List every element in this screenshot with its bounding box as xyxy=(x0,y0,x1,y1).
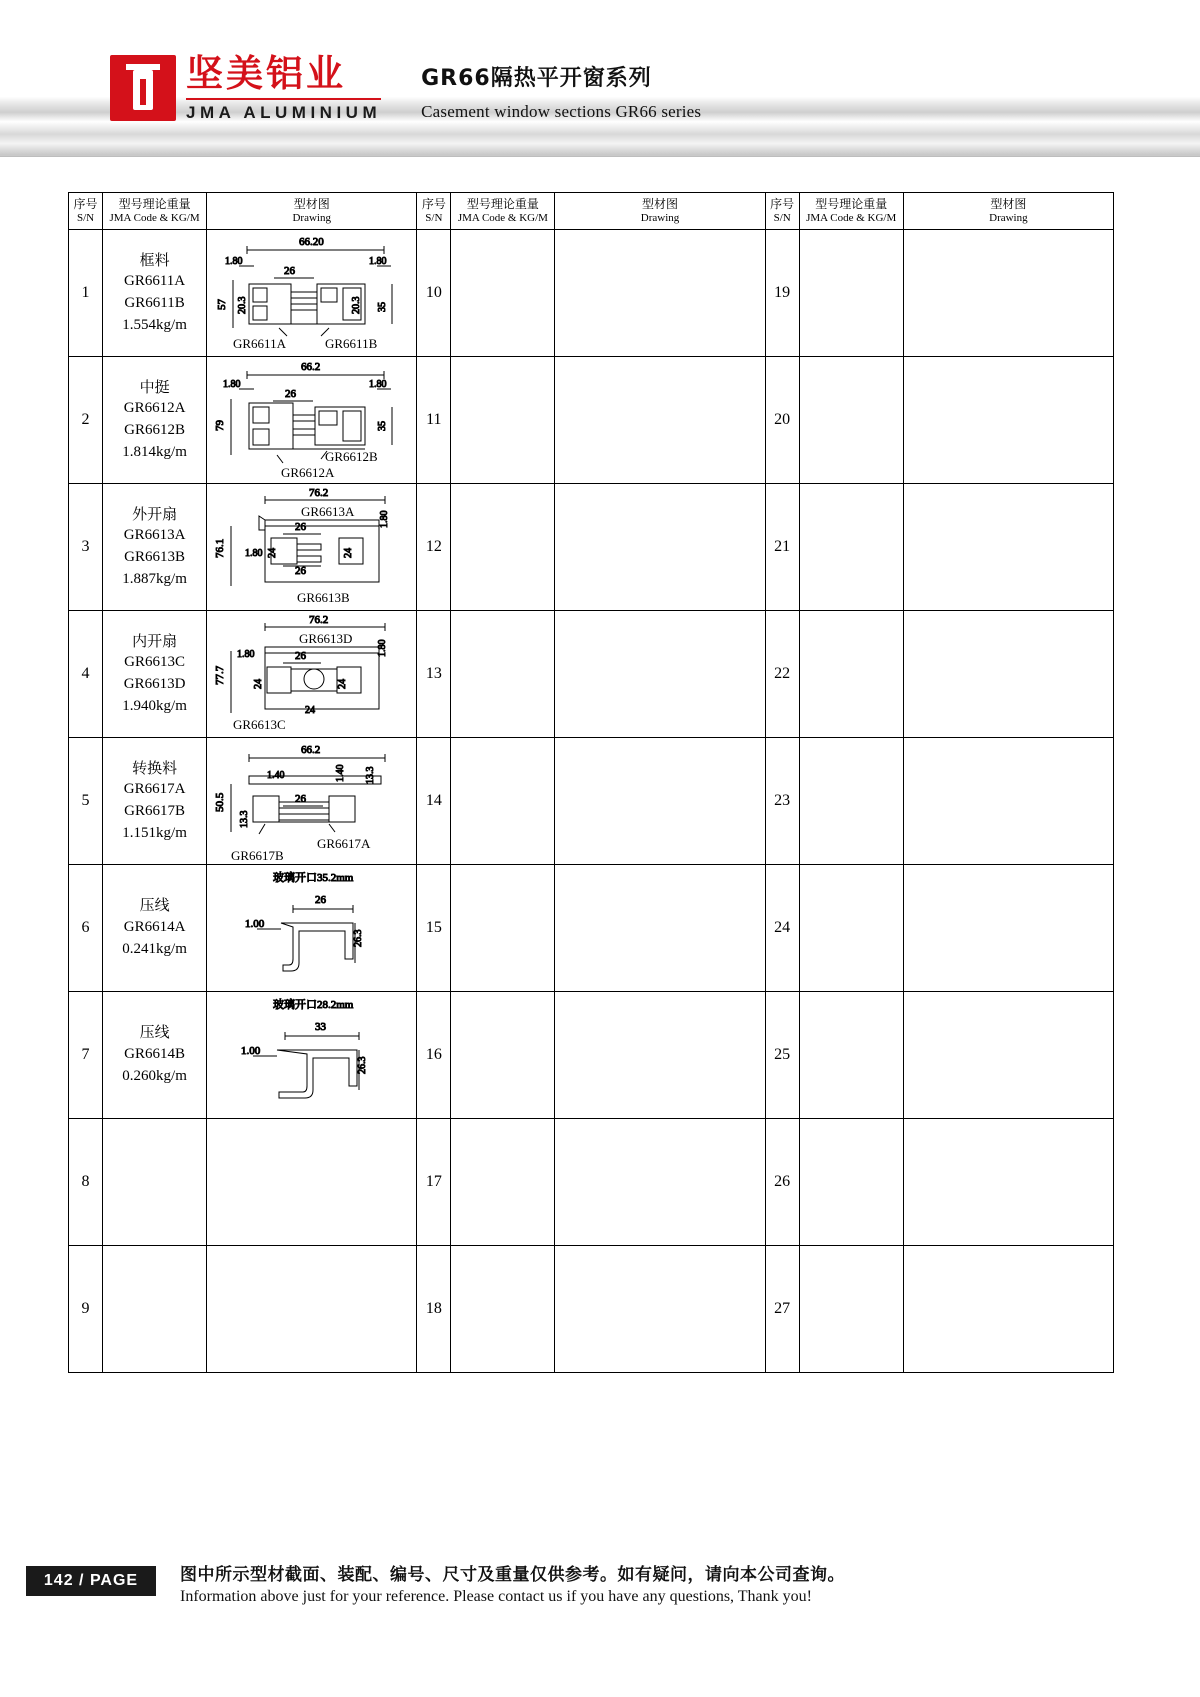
page-title-english: Casement window sections GR66 series xyxy=(421,102,702,121)
table-row xyxy=(69,1246,1114,1373)
svg-text:20.3: 20.3 xyxy=(237,296,249,314)
svg-text:26.3: 26.3 xyxy=(357,1056,369,1074)
row-code-col2 xyxy=(451,484,555,611)
row-sn: 4 xyxy=(69,611,103,738)
row-drawing-col3 xyxy=(903,738,1113,865)
row-code-col3 xyxy=(799,865,903,992)
header-code-1: 型号理论重量 JMA Code & KG/M xyxy=(103,193,207,230)
logo-text xyxy=(186,52,382,123)
row-code: 压线 GR6614B 0.260kg/m xyxy=(103,992,207,1119)
table-row xyxy=(69,357,1114,484)
row-drawing-col3 xyxy=(903,611,1113,738)
svg-text:1.80: 1.80 xyxy=(245,548,263,559)
svg-text:26: 26 xyxy=(315,894,327,906)
row-drawing xyxy=(207,357,417,484)
profile-drawing-gr6613ab xyxy=(209,486,414,608)
svg-text:1.80: 1.80 xyxy=(379,510,391,528)
row-code-col3 xyxy=(799,484,903,611)
drawing-label: GR6611A xyxy=(233,336,287,351)
svg-text:79: 79 xyxy=(214,420,227,431)
row-code xyxy=(103,1246,207,1373)
table-row xyxy=(69,611,1114,738)
row-sn-col2: 11 xyxy=(417,357,451,484)
row-drawing-col2 xyxy=(555,611,765,738)
header-drawing-3: 型材图 Drawing xyxy=(903,193,1113,230)
row-sn-col2: 13 xyxy=(417,611,451,738)
row-drawing-col2 xyxy=(555,1246,765,1373)
row-sn-col2: 10 xyxy=(417,230,451,357)
row-code: 压线 GR6614A 0.241kg/m xyxy=(103,865,207,992)
header-sn-2: 序号 S/N xyxy=(417,193,451,230)
svg-text:35: 35 xyxy=(377,302,389,312)
svg-text:24: 24 xyxy=(337,679,349,689)
svg-text:1.00: 1.00 xyxy=(245,918,265,930)
title-block xyxy=(421,55,701,122)
row-sn-col2: 18 xyxy=(417,1246,451,1373)
profile-drawing-gr6617 xyxy=(209,740,414,862)
svg-text:1.80: 1.80 xyxy=(225,256,243,267)
row-drawing-col2 xyxy=(555,865,765,992)
drawing-label: GR6612B xyxy=(325,449,378,464)
row-drawing-col3 xyxy=(903,230,1113,357)
footer-note-chinese: 图中所示型材截面、装配、编号、尺寸及重量仅供参考。如有疑问，请向本公司查询。 xyxy=(180,1565,845,1585)
table-row xyxy=(69,484,1114,611)
footer-note-english: Information above just for your reference. Please contact us if you have any questions, Thank you! xyxy=(180,1588,812,1605)
svg-text:76.2: 76.2 xyxy=(309,614,329,626)
row-code-col3 xyxy=(799,357,903,484)
row-sn-col2: 17 xyxy=(417,1119,451,1246)
drawing-label: GR6611B xyxy=(325,336,378,351)
svg-text:66.2: 66.2 xyxy=(301,361,321,373)
drawing-label: GR6617A xyxy=(317,836,371,851)
sections-table xyxy=(68,192,1114,1373)
row-drawing-col3 xyxy=(903,357,1113,484)
svg-text:24: 24 xyxy=(305,705,316,716)
svg-text:1.80: 1.80 xyxy=(377,639,389,657)
svg-text:26.3: 26.3 xyxy=(353,929,365,947)
page-number: 142 / PAGE xyxy=(26,1566,156,1596)
row-code-col2 xyxy=(451,357,555,484)
svg-text:1.80: 1.80 xyxy=(369,256,387,267)
row-sn-col3: 27 xyxy=(765,1246,799,1373)
svg-text:66.20: 66.20 xyxy=(299,236,324,248)
row-drawing xyxy=(207,738,417,865)
row-sn-col2: 15 xyxy=(417,865,451,992)
row-drawing xyxy=(207,865,417,992)
row-sn-col2: 12 xyxy=(417,484,451,611)
row-sn-col2: 16 xyxy=(417,992,451,1119)
header-code-2: 型号理论重量 JMA Code & KG/M xyxy=(451,193,555,230)
table-row xyxy=(69,1119,1114,1246)
svg-text:1.40: 1.40 xyxy=(335,764,347,782)
row-drawing-col2 xyxy=(555,484,765,611)
svg-text:77.7: 77.7 xyxy=(214,665,227,685)
profile-drawing-gr6614a xyxy=(209,867,414,989)
row-sn-col3: 19 xyxy=(765,230,799,357)
row-sn-col3: 23 xyxy=(765,738,799,865)
svg-text:76.1: 76.1 xyxy=(214,538,227,558)
row-drawing-col2 xyxy=(555,992,765,1119)
profile-drawing-gr6613cd xyxy=(209,613,414,735)
drawing-label: GR6613B xyxy=(297,590,350,605)
row-code-col2 xyxy=(451,738,555,865)
svg-text:26: 26 xyxy=(295,521,307,533)
svg-text:13.3: 13.3 xyxy=(365,766,377,784)
row-code-col2 xyxy=(451,1119,555,1246)
row-sn-col3: 25 xyxy=(765,992,799,1119)
profile-drawing-gr6612 xyxy=(209,359,414,481)
row-drawing-col3 xyxy=(903,1246,1113,1373)
table-header-row xyxy=(69,193,1114,230)
row-code-col2 xyxy=(451,611,555,738)
jma-logo-icon xyxy=(110,55,176,121)
row-code-col2 xyxy=(451,230,555,357)
header-drawing-2: 型材图 Drawing xyxy=(555,193,765,230)
row-code-col3 xyxy=(799,738,903,865)
table-row xyxy=(69,230,1114,357)
row-drawing-col2 xyxy=(555,357,765,484)
row-code-col3 xyxy=(799,1119,903,1246)
page-header xyxy=(0,0,1200,157)
row-sn: 3 xyxy=(69,484,103,611)
row-code-col3 xyxy=(799,611,903,738)
row-sn-col3: 20 xyxy=(765,357,799,484)
profile-drawing-gr6611 xyxy=(209,232,414,354)
page-title-chinese: GR66隔热平开窗系列 xyxy=(421,66,652,91)
row-code-col3 xyxy=(799,230,903,357)
svg-text:66.2: 66.2 xyxy=(301,744,321,756)
header-code-3: 型号理论重量 JMA Code & KG/M xyxy=(799,193,903,230)
row-code xyxy=(103,1119,207,1246)
table-row xyxy=(69,865,1114,992)
svg-text:57: 57 xyxy=(216,299,229,310)
row-code: 框料 GR6611A GR6611B 1.554kg/m xyxy=(103,230,207,357)
row-sn: 7 xyxy=(69,992,103,1119)
row-drawing xyxy=(207,484,417,611)
row-sn-col2: 14 xyxy=(417,738,451,865)
svg-text:24: 24 xyxy=(343,548,355,558)
svg-text:50.5: 50.5 xyxy=(214,792,227,812)
row-code-col2 xyxy=(451,992,555,1119)
drawing-label: GR6617B xyxy=(231,848,284,862)
drawing-label: GR6613D xyxy=(299,631,353,646)
header-sn-3: 序号 S/N xyxy=(765,193,799,230)
svg-text:13.3: 13.3 xyxy=(239,810,251,828)
row-sn: 1 xyxy=(69,230,103,357)
row-drawing xyxy=(207,1246,417,1373)
svg-text:33: 33 xyxy=(315,1021,327,1033)
svg-text:26: 26 xyxy=(295,650,307,662)
table-row xyxy=(69,738,1114,865)
svg-text:1.00: 1.00 xyxy=(241,1045,261,1057)
row-drawing-col2 xyxy=(555,738,765,865)
svg-text:35: 35 xyxy=(377,421,389,431)
row-sn: 5 xyxy=(69,738,103,865)
svg-text:76.2: 76.2 xyxy=(309,487,329,499)
drawing-label: GR6613A xyxy=(301,504,355,519)
table-row xyxy=(69,992,1114,1119)
row-sn: 9 xyxy=(69,1246,103,1373)
profile-drawing-gr6614b xyxy=(209,994,414,1116)
row-sn-col3: 24 xyxy=(765,865,799,992)
row-drawing-col3 xyxy=(903,865,1113,992)
sections-table-wrapper xyxy=(68,192,1114,1373)
row-drawing-col3 xyxy=(903,1119,1113,1246)
row-code-col2 xyxy=(451,865,555,992)
brand-block xyxy=(110,52,702,123)
row-code-col3 xyxy=(799,992,903,1119)
row-sn: 6 xyxy=(69,865,103,992)
svg-text:1.80: 1.80 xyxy=(237,649,255,660)
glass-opening-note: 玻璃开口28.2mm xyxy=(273,999,354,1011)
glass-opening-note: 玻璃开口35.2mm xyxy=(273,872,354,884)
row-sn-col3: 22 xyxy=(765,611,799,738)
svg-text:24: 24 xyxy=(267,548,279,558)
svg-text:1.40: 1.40 xyxy=(267,770,285,781)
svg-text:26: 26 xyxy=(284,265,296,277)
row-drawing-col2 xyxy=(555,230,765,357)
svg-text:26: 26 xyxy=(295,793,307,805)
drawing-label: GR6612A xyxy=(281,465,335,480)
svg-text:20.3: 20.3 xyxy=(351,296,363,314)
row-drawing xyxy=(207,992,417,1119)
row-code: 转换料 GR6617A GR6617B 1.151kg/m xyxy=(103,738,207,865)
row-code-col2 xyxy=(451,1246,555,1373)
svg-text:26: 26 xyxy=(295,565,307,577)
row-code-col3 xyxy=(799,1246,903,1373)
svg-text:1.80: 1.80 xyxy=(223,379,241,390)
drawing-label: GR6613C xyxy=(233,717,286,732)
row-drawing-col3 xyxy=(903,992,1113,1119)
row-code: 外开扇 GR6613A GR6613B 1.887kg/m xyxy=(103,484,207,611)
row-sn-col3: 26 xyxy=(765,1119,799,1246)
row-drawing xyxy=(207,1119,417,1246)
svg-text:1.80: 1.80 xyxy=(369,379,387,390)
logo-chinese-name: 坚美铝业 xyxy=(186,52,346,95)
header-sn-1: 序号 S/N xyxy=(69,193,103,230)
svg-text:24: 24 xyxy=(253,679,265,689)
row-drawing-col2 xyxy=(555,1119,765,1246)
row-drawing-col3 xyxy=(903,484,1113,611)
svg-text:26: 26 xyxy=(285,388,297,400)
row-sn: 2 xyxy=(69,357,103,484)
logo-inner-bar-icon xyxy=(140,79,146,105)
logo-english-name: JMA ALUMINIUM xyxy=(186,98,381,123)
header-drawing-1: 型材图 Drawing xyxy=(207,193,417,230)
row-sn: 8 xyxy=(69,1119,103,1246)
row-sn-col3: 21 xyxy=(765,484,799,611)
row-code: 内开扇 GR6613C GR6613D 1.940kg/m xyxy=(103,611,207,738)
row-code: 中挺 GR6612A GR6612B 1.814kg/m xyxy=(103,357,207,484)
row-drawing xyxy=(207,611,417,738)
row-drawing xyxy=(207,230,417,357)
